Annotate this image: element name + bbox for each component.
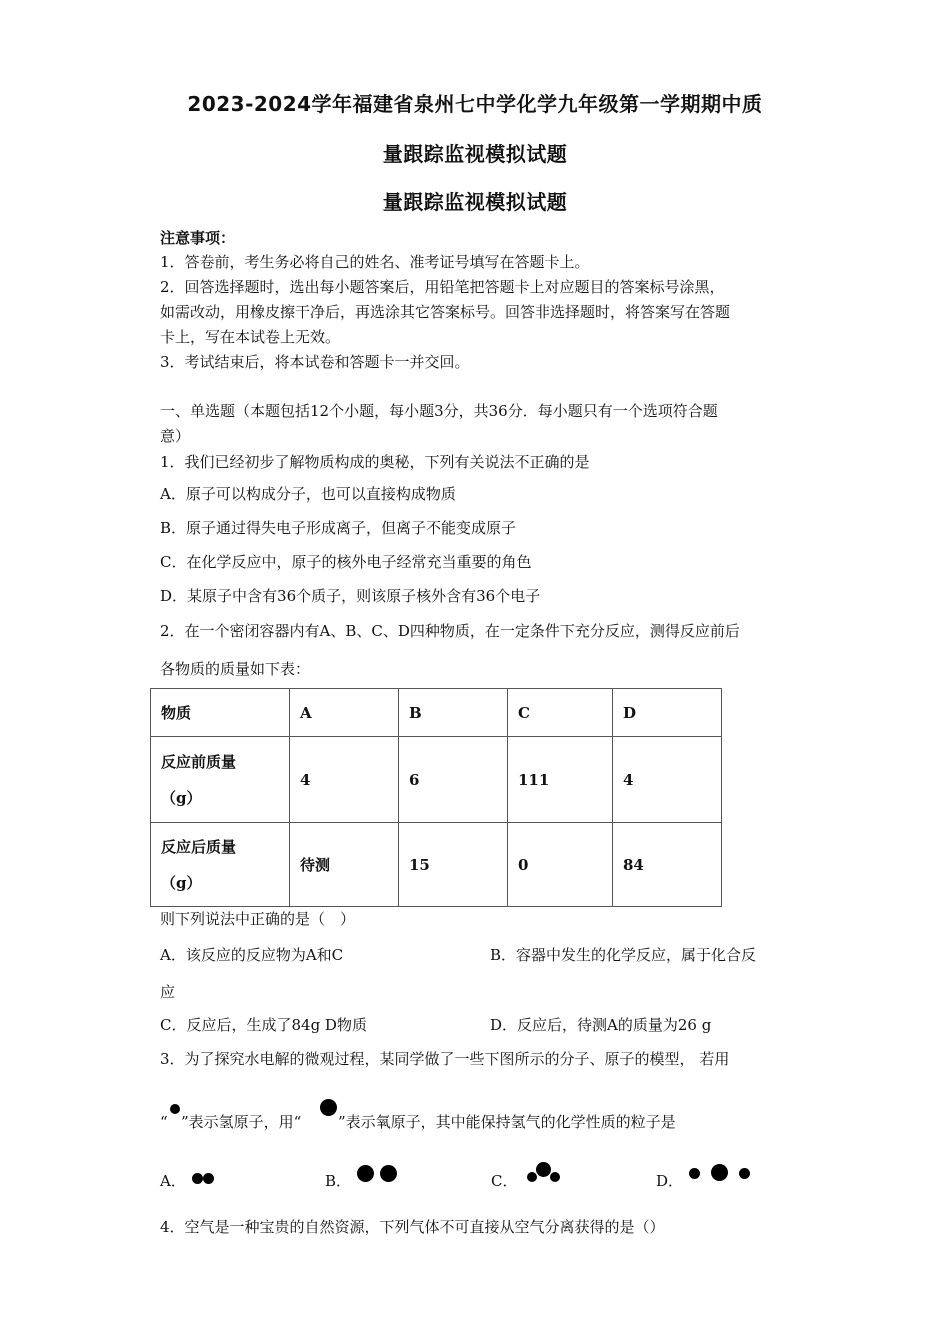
table-row-after: [151, 823, 722, 907]
q3-option-d: D．: [656, 1172, 684, 1190]
h-atom-icon: [739, 1168, 750, 1179]
notice-item-2-line1: 2．回答选择题时，选出每小题答案后，用铅笔把答题卡上对应题目的答案标号涂黑，: [160, 278, 725, 296]
q3-quote-open: “: [160, 1113, 168, 1131]
o-atom-icon: [711, 1164, 728, 1181]
table-header-row: [151, 689, 722, 737]
doc-title-line1: 2023-2024学年福建省泉州七中学化学九年级第一学期期中质: [187, 92, 763, 116]
h-atom-icon: [550, 1172, 560, 1182]
table-cell: 0: [508, 823, 613, 907]
table-header-d: D: [613, 689, 722, 737]
table-cell: 6: [399, 737, 508, 823]
q2-option-a: A．该反应的反应物为A和C: [160, 946, 344, 964]
q2-option-b-line2: 应: [160, 983, 176, 1001]
q3-stem-mid2: ”表示氧原子，其中能保持氢气的化学性质的粒子是: [338, 1113, 676, 1131]
table-header-c: C: [508, 689, 613, 737]
q2-stem-line2: 各物质的质量如下表：: [160, 660, 311, 678]
table-row-before: [151, 737, 722, 823]
mass-table: [150, 688, 722, 907]
oxygen-atom-icon: [320, 1099, 337, 1116]
h-atom-icon: [203, 1173, 214, 1184]
o-atom-icon: [536, 1162, 551, 1177]
after-label-line2: （g）: [161, 873, 202, 892]
table-cell: 111: [508, 737, 613, 823]
q1-option-d: D．某原子中含有36个质子，则该原子核外含有36个电子: [160, 587, 541, 605]
notice-heading: 注意事项：: [160, 229, 236, 247]
doc-title-line3: 量跟踪监视模拟试题: [382, 190, 568, 214]
hydrogen-atom-icon: [170, 1104, 180, 1114]
notice-item-2-line2: 如需改动，用橡皮擦干净后，再选涂其它答案标号。回答非选择题时，将答案写在答题: [160, 303, 731, 321]
table-header-a: A: [290, 689, 399, 737]
table-cell: 15: [399, 823, 508, 907]
h-atom-icon: [689, 1168, 700, 1179]
notice-item-2-line3: 卡上，写在本试卷上无效。: [160, 328, 341, 346]
table-cell: 4: [613, 737, 722, 823]
before-label-line1: 反应前质量: [161, 752, 237, 771]
after-label-line1: 反应后质量: [161, 837, 237, 856]
before-label-line2: （g）: [161, 788, 202, 807]
h-atom-icon: [192, 1173, 203, 1184]
section1-heading-line1: 一、单选题（本题包括12个小题，每小题3分，共36分．每小题只有一个选项符合题: [160, 402, 718, 420]
q2-option-b-line1: B．容器中发生的化学反应，属于化合反: [490, 946, 757, 964]
q1-option-c: C．在化学反应中，原子的核外电子经常充当重要的角色: [160, 553, 532, 571]
table-header-b: B: [399, 689, 508, 737]
q1-option-a: A．原子可以构成分子，也可以直接构成物质: [160, 485, 456, 503]
table-cell: 4: [290, 737, 399, 823]
doc-title-line2: 量跟踪监视模拟试题: [382, 142, 568, 166]
q2-stem-line1: 2．在一个密闭容器内有A、B、C、D四种物质，在一定条件下充分反应，测得反应前后: [160, 622, 740, 640]
q2-ask: 则下列说法中正确的是（ ）: [160, 910, 356, 928]
o-atom-icon: [357, 1165, 374, 1182]
table-row-before-label: [151, 737, 290, 823]
h-atom-icon: [527, 1172, 537, 1182]
table-cell: 84: [613, 823, 722, 907]
q1-option-b: B．原子通过得失电子形成离子，但离子不能变成原子: [160, 519, 517, 537]
q3-stem-mid1: ”表示氢原子，用“: [181, 1113, 302, 1131]
o-atom-icon: [380, 1165, 397, 1182]
section1-heading-line2: 意）: [160, 427, 191, 445]
q3-option-c: C．: [491, 1172, 518, 1190]
q2-option-c: C．反应后，生成了84g D物质: [160, 1016, 367, 1034]
q3-option-b: B．: [325, 1172, 352, 1190]
table-header-substance: 物质: [151, 689, 290, 737]
q3-stem-line1: 3．为了探究水电解的微观过程，某同学做了一些下图所示的分子、原子的模型， 若用: [160, 1050, 730, 1068]
notice-item-3: 3．考试结束后，将本试卷和答题卡一并交回。: [160, 353, 470, 371]
q2-option-d: D．反应后，待测A的质量为26 g: [490, 1016, 712, 1034]
q3-option-a: A．: [160, 1172, 186, 1190]
table-row-after-label: [151, 823, 290, 907]
q1-stem: 1．我们已经初步了解物质构成的奥秘，下列有关说法不正确的是: [160, 453, 590, 471]
notice-item-1: 1．答卷前，考生务必将自己的姓名、准考证号填写在答题卡上。: [160, 253, 590, 271]
q4-stem: 4．空气是一种宝贵的自然资源，下列气体不可直接从空气分离获得的是（）: [160, 1218, 665, 1236]
table-cell: 待测: [290, 823, 399, 907]
